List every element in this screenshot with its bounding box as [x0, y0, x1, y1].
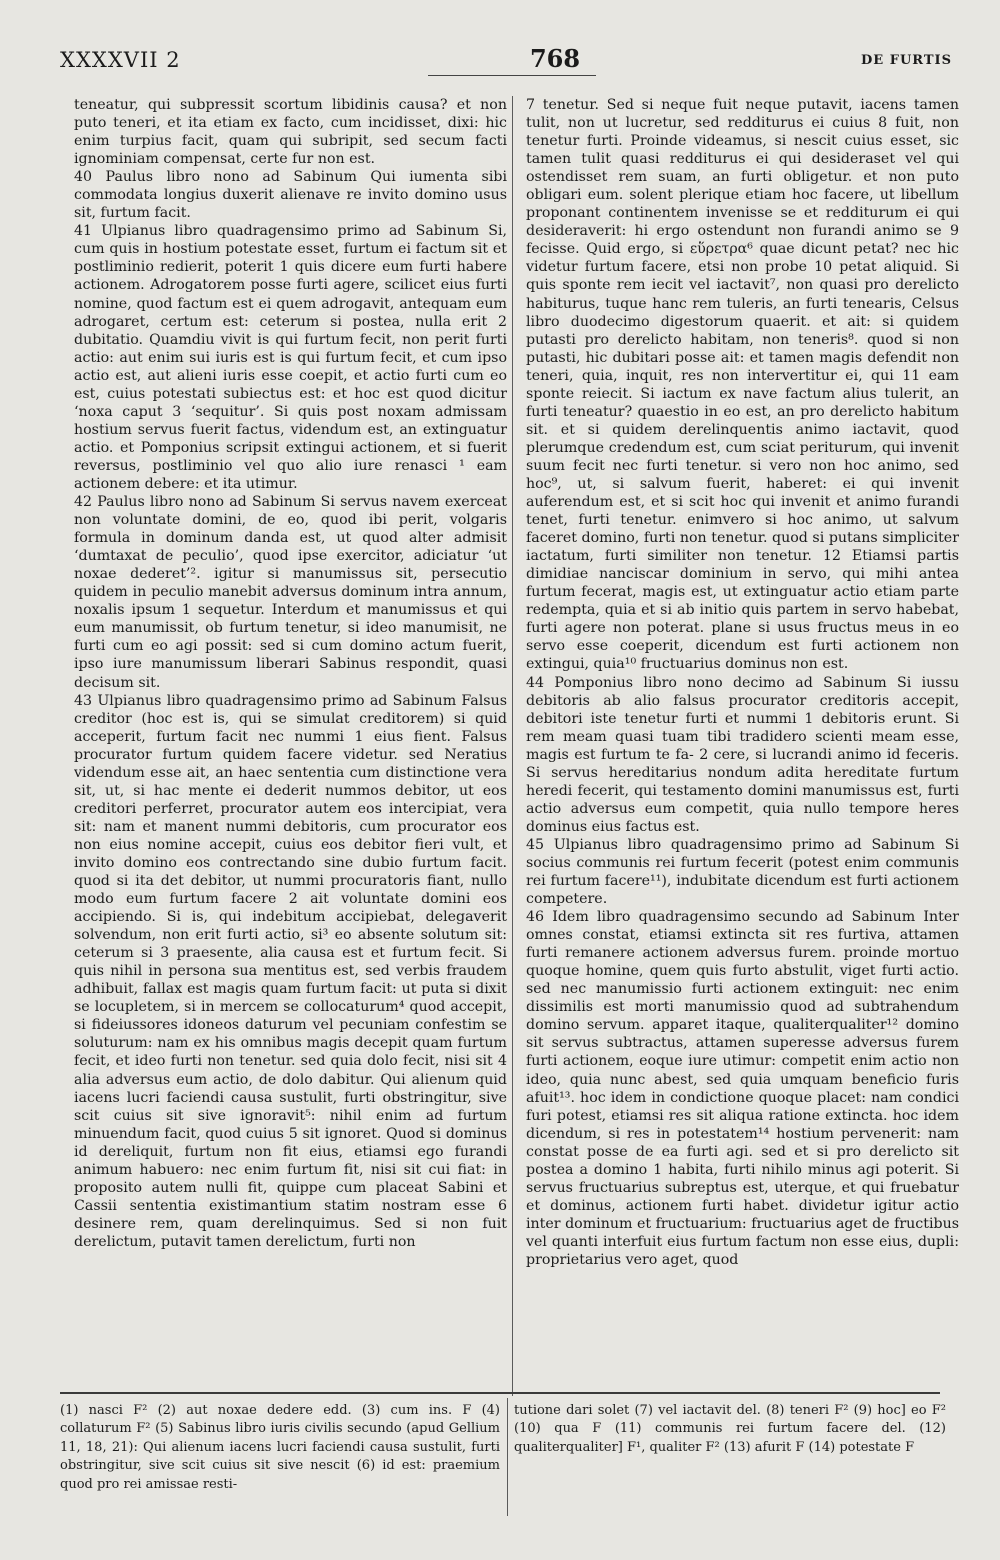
- footnote-text: (1) nasci F² (2) aut noxae dedere edd. (3) cum ins. F (4) collaturum F² (5) Sabinus libro iuris civilis secundo (apud Gellium 11, 18, 21): Qui alienum iacens lucri faciendi causa sustulit, furti obstringitur, sive scit cuius sit sive nescit (6) id est: praemium quod pro rei amissae resti-: [60, 1403, 500, 1492]
- paragraph: 41 Ulpianus libro quadragensimo primo ad Sabinum Si, cum quis in hostium potestate esset, furtum ei factum sit et postliminio redierit, poterit 1 quis dicere eum furti habere actionem. Adrogatorem posse furti agere, scilicet eius furti nomine, quod factum est ei quem adrogavit, antequam eum adrogaret, certum est: ceterum si postea, nulla erit 2 dubitatio. Quamdiu vivit is qui furtum fecit, non perit furti actio: aut enim sui iuris est is qui furtum fecit, et cum ipso actio est, aut alieni iuris esse coepit, et actio furti cum eo est, cuius potestati subiectus est: et hoc est quod dicitur ‘noxa caput 3 ‘sequitur’. Si quis post noxam admissam hostium servus fuerit factus, videndum est, an extinguatur actio. et Pomponius scripsit extingui actionem, et si fuerit reversus, postliminio vel quo alio iure renasci ¹ eam actionem debere: et ita utimur.: [74, 223, 507, 492]
- left-text-column: [74, 96, 507, 1384]
- paragraph: 7 tenetur. Sed si neque fuit neque putavit, iacens tamen tulit, non ut lucretur, sed redditurus ei cuius 8 fuit, non tenetur furti. Proinde videamus, si nescit cuius esset, sic tamen tulit quasi redditurus ei qui desideraset vel qui ostendisset rem suam, an furti obligetur. et non puto obligari eum. solent plerique etiam hoc facere, ut libellum proponant continentem invenisse se et redditurum ei qui desideraverit: hi ergo ostendunt non furandi animo se 9 fecisse. Quid ergo, si εὕρετρα⁶ quae dicunt petat? nec hic videtur furtum facere, etsi non probe 10 petat aliquid. Si quis sponte rem iecit vel iactavit⁷, non quasi pro derelicto habiturus, tuque hanc rem tuleris, an furti tenearis, Celsus libro duodecimo digestorum quaerit. et ait: si quidem putasti pro derelicto habitam, non teneris⁸. quod si non putasti, hic dubitari posse ait: et tamen magis defendit non teneri, quia, inquit, res non intervertitur ei, qui 11 eam sponte reiecit. Si iactum ex nave factum alius tulerit, an furti teneatur? quaestio in eo est, an pro derelicto habitum sit. et si quidem derelinquentis animo iactavit, quod plerumque credendum est, cum sciat periturum, qui invenit suum fecit nec furti tenetur. si vero non hoc animo, sed hoc⁹, ut, si salvum fuerit, haberet: ei qui invenit auferendum est, et si scit hoc qui invenit et animo furandi tenet, furti tenetur. enimvero si hoc animo, ut salvum faceret domino, furti non tenetur. quod si putans simpliciter iactatum, furti similiter non tenetur. 12 Etiamsi partis dimidiae nanciscar dominium in servo, qui mihi antea furtum fecerat, magis est, ut extinguatur actio etiam parte redempta, quia et si ab initio quis partem in servo habebat, furti agere non poterat. plane si usus fructus meus in eo servo esse coeperit, dicendum est furti actionem non extingui, quia¹⁰ fructuarius dominus non est.: [526, 97, 959, 673]
- paragraph: 43 Ulpianus libro quadragensimo primo ad Sabinum Falsus creditor (hoc est is, qui se simulat creditorem) si quid acceperit, furtum facit nec nummi 1 eius fient. Falsus procurator furtum quidem facere videtur. sed Neratius videndum esse ait, an haec sententia cum distinctione vera sit, ut, si hac mente ei dederit nummos debitor, ut eos creditori perferret, procurator autem eos intercipiat, vera sit: nam et manent nummi debitoris, cum procurator eos non eius nomine accepit, cuius eos debitor fieri vult, et invito domino eos contrectando sine dubio furtum facit. quod si ita det debitor, ut nummi procuratoris fiant, nullo modo eum furtum facere 2 ait voluntate domini eos accipiendo. Si is, qui indebitum accipiebat, delegaverit solvendum, non erit furti actio, si³ eo absente solutum sit: ceterum si 3 praesente, alia causa est et furtum fecit. Si quis nihil in persona sua mentitus est, sed verbis fraudem adhibuit, fallax est magis quam furtum facit: ut puta si dixit se locupletem, si in mercem se collocaturum⁴ quod accepit, si fideiussores idoneos daturum vel pecuniam confestim se soluturum: nam ex his omnibus magis decepit quam furtum fecit, et ideo furti non tenetur. sed quia dolo fecit, nisi sit 4 alia adversus eum actio, de dolo dabitur. Qui alienum quid iacens lucri faciendi causa sustulit, furti obstringitur, sive scit cuius sit sive ignoravit⁵: nihil enim ad furtum minuendum facit, quod cuius 5 sit ignoret. Quod si dominus id dereliquit, furtum non fit eius, etiamsi ego furandi animum habuero: nec enim furtum fit, nisi sit cui fiat: in proposito autem nulli fit, quippe cum placeat Sabini et Cassii sententia existimantium statim nostram esse 6 desinere rem, quam derelinquimus. Sed si non fuit derelictum, putavit tamen derelictum, furti non: [74, 692, 507, 1250]
- paragraph: 45 Ulpianus libro quadragensimo primo ad Sabinum Si socius communis rei furtum fecerit (potest enim communis rei furtum facere¹¹), indubitate dicendum est furti actionem competere.: [526, 836, 959, 908]
- footnotes-left: [60, 1402, 500, 1514]
- footnotes-right: [514, 1402, 946, 1514]
- section-title: DE FURTIS: [861, 53, 952, 68]
- paragraph: 44 Pomponius libro nono decimo ad Sabinum Si iussu debitoris ab alio falsus procurator creditoris accepit, debitori iste tenetur furti et nummi 1 debitoris erunt. Si rem meam quasi tuam tibi tradidero scienti meam esse, magis est furtum te fa- 2 cere, si lucrandi animo id feceris. Si servus hereditarius nondum adita hereditate furtum heredi fecerit, qui testamento domini manumissus est, furti actio adversus eum competit, quia nullo tempore heres dominus eius factus est.: [526, 674, 959, 835]
- page-number: 768: [529, 44, 581, 73]
- right-text-column: [526, 96, 959, 1384]
- footnote-column-divider: [507, 1398, 508, 1516]
- running-head: [60, 44, 952, 84]
- book-chapter-number: XXXXVII 2: [60, 48, 181, 72]
- paragraph: teneatur, qui subpressit scortum libidinis causa? et non puto teneri, et ita etiam ex facto, cum incidisset, dixi: hic enim turpius facit, quam qui subripit, sed secum facti ignominiam compensat, certe fur non est.: [74, 97, 507, 168]
- footnote-rule: [60, 1392, 940, 1394]
- page-number-rule: [428, 75, 596, 76]
- column-divider: [512, 96, 513, 1396]
- paragraph: 40 Paulus libro nono ad Sabinum Qui iumenta sibi commodata longius duxerit alienave re invito domino usus sit, furtum facit.: [74, 169, 507, 222]
- paragraph: 46 Idem libro quadragensimo secundo ad Sabinum Inter omnes constat, etiamsi extincta sit res furtiva, attamen furti remanere actionem adversus furem. proinde mortuo quoque homine, quem quis furto abstulit, viget furti actio. sed nec manumissio furti actionem extinguit: nec enim dissimilis est morti manumissio quod ad subtrahendum domino servum. apparet itaque, qualiterqualiter¹² domino sit servus subtractus, attamen superesse adversus furem furti actionem, eoque iure utimur: competit enim actio non ideo, quia nunc abest, sed quia umquam beneficio furis afuit¹³. hoc idem in condictione quoque placet: nam condici furi potest, etiamsi res sit aliqua ratione extincta. hoc idem dicendum, si res in potestatem¹⁴ hostium pervenerit: nam constat posse de ea furti agi. sed et si pro derelicto sit postea a domino 1 habita, furti nihilo minus agi poterit. Si servus fructuarius subreptus est, uterque, et qui fruebatur et dominus, actionem furti habet. dividetur igitur actio inter dominum et fructuarium: fructuarius aget de fructibus vel quanti interfuit eius furtum factum non esse eius, dupli: proprietarius vero aget, quod: [526, 909, 959, 1268]
- paragraph: 42 Paulus libro nono ad Sabinum Si servus navem exerceat non voluntate domini, de eo, quod ibi perit, volgaris formula in dominum danda est, ut quod alter admisit ‘dumtaxat de peculio’, quod ipse exercitor, adiciatur ‘ut noxae dederet’². igitur si manumissus sit, persecutio quidem in peculio manebit adversus dominum intra annum, noxalis ipsum 1 sequetur. Interdum et manumissus et qui eum manumissit, ob furtum tenetur, si ideo manumisit, ne furti cum eo agi possit: sed si cum domino actum fuerit, ipso iure manumissum liberari Sabinus respondit, quasi decisum sit.: [74, 494, 507, 691]
- footnote-text: tutione dari solet (7) vel iactavit del. (8) teneri F² (9) hoc] eo F² (10) qua F (11) communis rei furtum facere del. (12) qualiterqualiter] F¹, qualiter F² (13) afurit F (14) potestate F: [514, 1403, 946, 1455]
